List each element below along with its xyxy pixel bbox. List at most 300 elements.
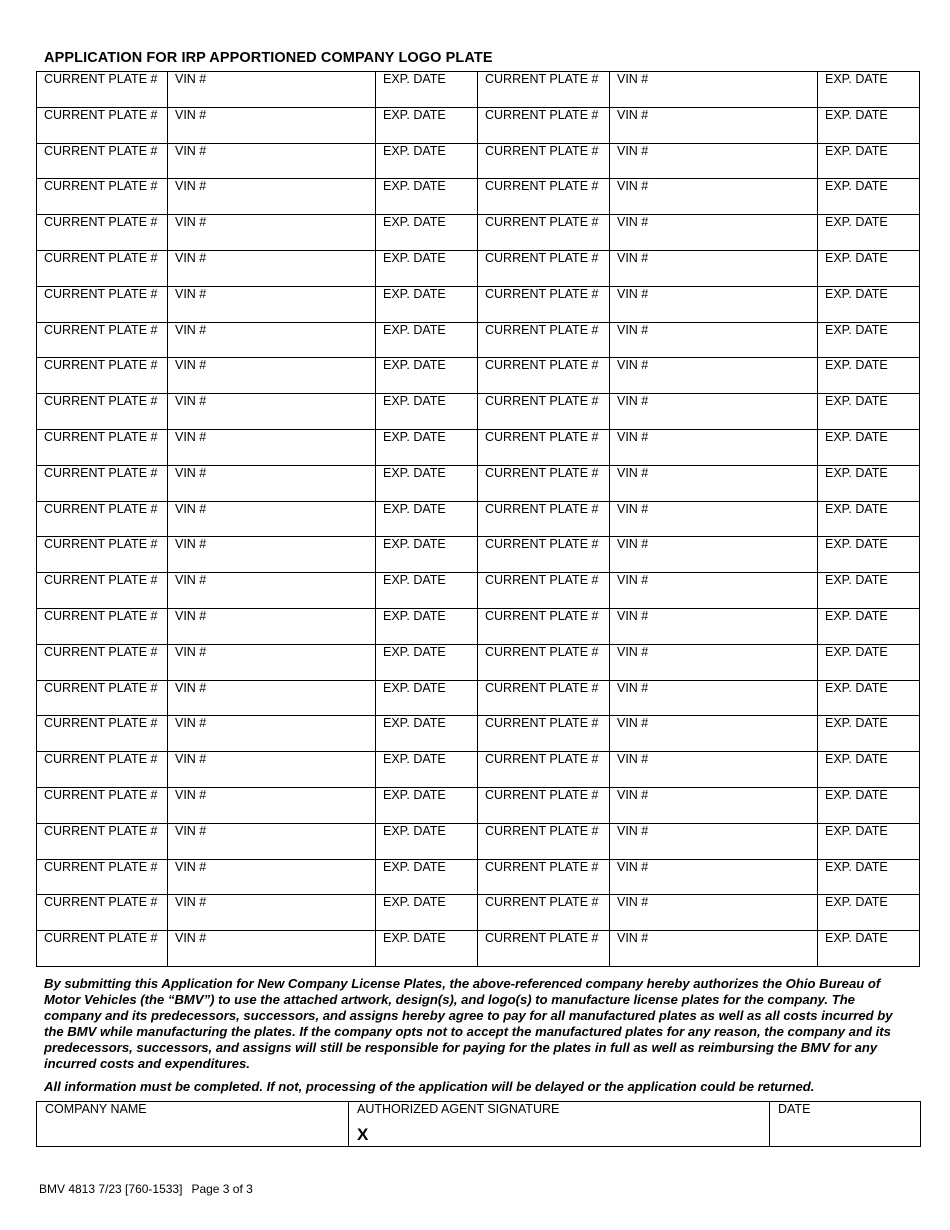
exp-date-field[interactable] bbox=[376, 895, 478, 931]
exp-date-label: EXP. DATE bbox=[825, 787, 888, 802]
vin-label: VIN # bbox=[175, 179, 207, 194]
current-plate-label: CURRENT PLATE # bbox=[44, 501, 158, 516]
current-plate-field[interactable] bbox=[37, 823, 168, 859]
exp-date-field[interactable] bbox=[376, 72, 478, 108]
vin-label: VIN # bbox=[175, 573, 207, 588]
exp-date-label: EXP. DATE bbox=[383, 358, 446, 373]
exp-date-label: EXP. DATE bbox=[383, 429, 446, 444]
current-plate-label: CURRENT PLATE # bbox=[485, 608, 599, 623]
current-plate-field[interactable] bbox=[478, 680, 610, 716]
exp-date-field[interactable] bbox=[376, 286, 478, 322]
exp-date-field[interactable] bbox=[376, 501, 478, 537]
exp-date-field[interactable] bbox=[818, 787, 920, 823]
current-plate-field[interactable] bbox=[37, 215, 168, 251]
table-row bbox=[37, 429, 920, 465]
exp-date-label: EXP. DATE bbox=[383, 286, 446, 301]
exp-date-field[interactable] bbox=[376, 931, 478, 967]
vin-label: VIN # bbox=[617, 429, 649, 444]
current-plate-field[interactable] bbox=[478, 895, 610, 931]
vin-label: VIN # bbox=[175, 644, 207, 659]
vin-field[interactable] bbox=[610, 644, 818, 680]
current-plate-label: CURRENT PLATE # bbox=[485, 680, 599, 695]
exp-date-field[interactable] bbox=[376, 465, 478, 501]
current-plate-label: CURRENT PLATE # bbox=[44, 143, 158, 158]
vin-field[interactable] bbox=[168, 286, 376, 322]
vin-label: VIN # bbox=[617, 608, 649, 623]
vehicle-table-body bbox=[37, 72, 920, 967]
exp-date-label: EXP. DATE bbox=[383, 931, 446, 946]
exp-date-field[interactable] bbox=[818, 537, 920, 573]
current-plate-field[interactable] bbox=[478, 358, 610, 394]
current-plate-label: CURRENT PLATE # bbox=[44, 859, 158, 874]
exp-date-field[interactable] bbox=[818, 465, 920, 501]
current-plate-label: CURRENT PLATE # bbox=[44, 608, 158, 623]
exp-date-field[interactable] bbox=[818, 72, 920, 108]
vin-field[interactable] bbox=[168, 394, 376, 430]
current-plate-label: CURRENT PLATE # bbox=[44, 823, 158, 838]
exp-date-label: EXP. DATE bbox=[825, 394, 888, 409]
vehicle-table bbox=[36, 71, 920, 967]
current-plate-label: CURRENT PLATE # bbox=[44, 573, 158, 588]
current-plate-label: CURRENT PLATE # bbox=[485, 537, 599, 552]
exp-date-field[interactable] bbox=[818, 429, 920, 465]
current-plate-label: CURRENT PLATE # bbox=[485, 859, 599, 874]
vin-field[interactable] bbox=[168, 72, 376, 108]
exp-date-label: EXP. DATE bbox=[383, 537, 446, 552]
exp-date-field[interactable] bbox=[818, 250, 920, 286]
form-title: APPLICATION FOR IRP APPORTIONED COMPANY LOGO PLATE bbox=[44, 50, 493, 66]
exp-date-field[interactable] bbox=[376, 322, 478, 358]
current-plate-label: CURRENT PLATE # bbox=[485, 215, 599, 230]
current-plate-field[interactable] bbox=[37, 394, 168, 430]
current-plate-field[interactable] bbox=[478, 465, 610, 501]
table-row bbox=[37, 215, 920, 251]
vin-field[interactable] bbox=[168, 537, 376, 573]
current-plate-label: CURRENT PLATE # bbox=[44, 429, 158, 444]
exp-date-field[interactable] bbox=[818, 752, 920, 788]
exp-date-field[interactable] bbox=[376, 250, 478, 286]
current-plate-label: CURRENT PLATE # bbox=[44, 716, 158, 731]
current-plate-field[interactable] bbox=[37, 501, 168, 537]
exp-date-label: EXP. DATE bbox=[825, 537, 888, 552]
current-plate-field[interactable] bbox=[478, 752, 610, 788]
vin-label: VIN # bbox=[175, 72, 207, 86]
exp-date-label: EXP. DATE bbox=[825, 859, 888, 874]
table-row bbox=[37, 787, 920, 823]
vin-field[interactable] bbox=[610, 537, 818, 573]
vin-field[interactable] bbox=[610, 716, 818, 752]
current-plate-field[interactable] bbox=[478, 608, 610, 644]
table-row bbox=[37, 72, 920, 108]
current-plate-field[interactable] bbox=[37, 107, 168, 143]
current-plate-field[interactable] bbox=[37, 537, 168, 573]
exp-date-label: EXP. DATE bbox=[825, 429, 888, 444]
current-plate-field[interactable] bbox=[478, 859, 610, 895]
vin-field[interactable] bbox=[168, 716, 376, 752]
current-plate-label: CURRENT PLATE # bbox=[44, 250, 158, 265]
exp-date-field[interactable] bbox=[818, 322, 920, 358]
table-row bbox=[37, 143, 920, 179]
current-plate-field[interactable] bbox=[478, 215, 610, 251]
vin-field[interactable] bbox=[168, 250, 376, 286]
table-row bbox=[37, 358, 920, 394]
vin-label: VIN # bbox=[617, 107, 649, 122]
exp-date-field[interactable] bbox=[818, 644, 920, 680]
current-plate-label: CURRENT PLATE # bbox=[485, 931, 599, 946]
exp-date-label: EXP. DATE bbox=[825, 680, 888, 695]
vin-field[interactable] bbox=[610, 429, 818, 465]
exp-date-label: EXP. DATE bbox=[383, 752, 446, 767]
current-plate-label: CURRENT PLATE # bbox=[485, 358, 599, 373]
current-plate-label: CURRENT PLATE # bbox=[44, 107, 158, 122]
exp-date-label: EXP. DATE bbox=[825, 358, 888, 373]
vin-field[interactable] bbox=[610, 215, 818, 251]
exp-date-label: EXP. DATE bbox=[825, 322, 888, 337]
vin-label: VIN # bbox=[175, 680, 207, 695]
current-plate-field[interactable] bbox=[478, 143, 610, 179]
current-plate-label: CURRENT PLATE # bbox=[485, 394, 599, 409]
vin-label: VIN # bbox=[617, 716, 649, 731]
vin-label: VIN # bbox=[617, 573, 649, 588]
current-plate-label: CURRENT PLATE # bbox=[44, 215, 158, 230]
current-plate-label: CURRENT PLATE # bbox=[44, 931, 158, 946]
current-plate-field[interactable] bbox=[478, 501, 610, 537]
current-plate-field[interactable] bbox=[37, 752, 168, 788]
current-plate-field[interactable] bbox=[37, 465, 168, 501]
vin-field[interactable] bbox=[610, 72, 818, 108]
vin-label: VIN # bbox=[175, 322, 207, 337]
vin-label: VIN # bbox=[175, 501, 207, 516]
exp-date-label: EXP. DATE bbox=[825, 644, 888, 659]
exp-date-field[interactable] bbox=[818, 859, 920, 895]
current-plate-field[interactable] bbox=[478, 250, 610, 286]
vin-label: VIN # bbox=[175, 537, 207, 552]
vin-label: VIN # bbox=[617, 286, 649, 301]
exp-date-label: EXP. DATE bbox=[383, 823, 446, 838]
exp-date-field[interactable] bbox=[818, 501, 920, 537]
vin-field[interactable] bbox=[610, 358, 818, 394]
current-plate-field[interactable] bbox=[37, 931, 168, 967]
current-plate-field[interactable] bbox=[37, 358, 168, 394]
table-row bbox=[37, 680, 920, 716]
vin-label: VIN # bbox=[175, 787, 207, 802]
exp-date-label: EXP. DATE bbox=[825, 179, 888, 194]
vin-label: VIN # bbox=[617, 358, 649, 373]
exp-date-label: EXP. DATE bbox=[383, 143, 446, 158]
current-plate-field[interactable] bbox=[478, 573, 610, 609]
vin-field[interactable] bbox=[610, 859, 818, 895]
vin-field[interactable] bbox=[610, 895, 818, 931]
vin-field[interactable] bbox=[168, 322, 376, 358]
table-row bbox=[37, 501, 920, 537]
current-plate-field[interactable] bbox=[37, 143, 168, 179]
exp-date-field[interactable] bbox=[376, 573, 478, 609]
current-plate-field[interactable] bbox=[478, 787, 610, 823]
exp-date-label: EXP. DATE bbox=[825, 752, 888, 767]
vin-label: VIN # bbox=[617, 680, 649, 695]
exp-date-field[interactable] bbox=[376, 429, 478, 465]
exp-date-field[interactable] bbox=[818, 895, 920, 931]
exp-date-label: EXP. DATE bbox=[383, 573, 446, 588]
current-plate-field[interactable] bbox=[37, 680, 168, 716]
exp-date-field[interactable] bbox=[818, 573, 920, 609]
vin-field[interactable] bbox=[610, 680, 818, 716]
vin-field[interactable] bbox=[168, 752, 376, 788]
exp-date-field[interactable] bbox=[376, 143, 478, 179]
vin-field[interactable] bbox=[168, 644, 376, 680]
current-plate-label: CURRENT PLATE # bbox=[485, 250, 599, 265]
vin-label: VIN # bbox=[617, 322, 649, 337]
table-row bbox=[37, 931, 920, 967]
exp-date-field[interactable] bbox=[818, 716, 920, 752]
vin-label: VIN # bbox=[617, 72, 649, 86]
completion-notice: All information must be completed. If not, processing of the application will be delayed or the application could be returned. bbox=[44, 1079, 815, 1094]
exp-date-label: EXP. DATE bbox=[825, 573, 888, 588]
current-plate-field[interactable] bbox=[478, 179, 610, 215]
exp-date-field[interactable] bbox=[376, 537, 478, 573]
exp-date-field[interactable] bbox=[818, 823, 920, 859]
current-plate-field[interactable] bbox=[478, 931, 610, 967]
vin-label: VIN # bbox=[175, 823, 207, 838]
current-plate-field[interactable] bbox=[37, 286, 168, 322]
current-plate-label: CURRENT PLATE # bbox=[485, 107, 599, 122]
exp-date-label: EXP. DATE bbox=[825, 107, 888, 122]
current-plate-field[interactable] bbox=[37, 608, 168, 644]
current-plate-label: CURRENT PLATE # bbox=[44, 787, 158, 802]
exp-date-label: EXP. DATE bbox=[383, 250, 446, 265]
current-plate-field[interactable] bbox=[37, 644, 168, 680]
exp-date-label: EXP. DATE bbox=[383, 107, 446, 122]
current-plate-field[interactable] bbox=[478, 286, 610, 322]
vin-field[interactable] bbox=[168, 429, 376, 465]
vin-label: VIN # bbox=[617, 250, 649, 265]
current-plate-field[interactable] bbox=[478, 107, 610, 143]
vin-field[interactable] bbox=[168, 608, 376, 644]
exp-date-label: EXP. DATE bbox=[383, 716, 446, 731]
vin-field[interactable] bbox=[610, 787, 818, 823]
current-plate-field[interactable] bbox=[478, 537, 610, 573]
table-row bbox=[37, 107, 920, 143]
table-row bbox=[37, 573, 920, 609]
vin-label: VIN # bbox=[175, 215, 207, 230]
vin-label: VIN # bbox=[617, 501, 649, 516]
table-row bbox=[37, 644, 920, 680]
exp-date-field[interactable] bbox=[376, 608, 478, 644]
vin-field[interactable] bbox=[610, 143, 818, 179]
exp-date-label: EXP. DATE bbox=[825, 250, 888, 265]
vin-label: VIN # bbox=[617, 931, 649, 946]
exp-date-field[interactable] bbox=[376, 644, 478, 680]
current-plate-field[interactable] bbox=[478, 394, 610, 430]
current-plate-label: CURRENT PLATE # bbox=[44, 465, 158, 480]
vin-field[interactable] bbox=[168, 179, 376, 215]
current-plate-label: CURRENT PLATE # bbox=[485, 501, 599, 516]
table-row bbox=[37, 250, 920, 286]
exp-date-label: EXP. DATE bbox=[383, 895, 446, 910]
current-plate-field[interactable] bbox=[37, 179, 168, 215]
vin-field[interactable] bbox=[168, 895, 376, 931]
vin-field[interactable] bbox=[168, 215, 376, 251]
exp-date-field[interactable] bbox=[818, 143, 920, 179]
exp-date-label: EXP. DATE bbox=[383, 644, 446, 659]
exp-date-field[interactable] bbox=[818, 179, 920, 215]
table-row bbox=[37, 394, 920, 430]
vin-label: VIN # bbox=[175, 716, 207, 731]
exp-date-field[interactable] bbox=[376, 179, 478, 215]
vin-label: VIN # bbox=[617, 465, 649, 480]
current-plate-label: CURRENT PLATE # bbox=[485, 823, 599, 838]
exp-date-field[interactable] bbox=[376, 358, 478, 394]
vin-label: VIN # bbox=[175, 429, 207, 444]
agent-signature-field[interactable] bbox=[349, 1102, 770, 1147]
exp-date-field[interactable] bbox=[818, 680, 920, 716]
exp-date-label: EXP. DATE bbox=[825, 72, 888, 86]
current-plate-field[interactable] bbox=[478, 429, 610, 465]
form-code: BMV 4813 7/23 [760-1533] bbox=[39, 1182, 183, 1196]
table-row bbox=[37, 537, 920, 573]
exp-date-label: EXP. DATE bbox=[825, 501, 888, 516]
exp-date-field[interactable] bbox=[376, 394, 478, 430]
vin-field[interactable] bbox=[168, 465, 376, 501]
vin-label: VIN # bbox=[175, 358, 207, 373]
vin-label: VIN # bbox=[175, 143, 207, 158]
vin-label: VIN # bbox=[175, 608, 207, 623]
vin-field[interactable] bbox=[610, 608, 818, 644]
table-row bbox=[37, 859, 920, 895]
vin-label: VIN # bbox=[617, 752, 649, 767]
current-plate-label: CURRENT PLATE # bbox=[485, 716, 599, 731]
vin-field[interactable] bbox=[610, 322, 818, 358]
exp-date-field[interactable] bbox=[818, 215, 920, 251]
vin-field[interactable] bbox=[168, 787, 376, 823]
exp-date-field[interactable] bbox=[376, 215, 478, 251]
company-name-field[interactable] bbox=[37, 1102, 349, 1147]
vin-field[interactable] bbox=[168, 931, 376, 967]
page-number: Page 3 of 3 bbox=[191, 1182, 253, 1196]
vin-field[interactable] bbox=[610, 394, 818, 430]
exp-date-label: EXP. DATE bbox=[383, 72, 446, 86]
vin-label: VIN # bbox=[175, 394, 207, 409]
exp-date-field[interactable] bbox=[818, 107, 920, 143]
current-plate-field[interactable] bbox=[37, 250, 168, 286]
table-row bbox=[37, 823, 920, 859]
exp-date-field[interactable] bbox=[818, 931, 920, 967]
current-plate-label: CURRENT PLATE # bbox=[485, 573, 599, 588]
current-plate-field[interactable] bbox=[37, 787, 168, 823]
vin-field[interactable] bbox=[610, 250, 818, 286]
vin-field[interactable] bbox=[168, 859, 376, 895]
company-name-label: COMPANY NAME bbox=[45, 1102, 147, 1116]
exp-date-field[interactable] bbox=[818, 394, 920, 430]
table-row bbox=[37, 716, 920, 752]
current-plate-field[interactable] bbox=[478, 644, 610, 680]
current-plate-label: CURRENT PLATE # bbox=[485, 322, 599, 337]
vin-label: VIN # bbox=[175, 895, 207, 910]
exp-date-field[interactable] bbox=[818, 286, 920, 322]
exp-date-field[interactable] bbox=[376, 680, 478, 716]
vin-field[interactable] bbox=[610, 107, 818, 143]
signature-x-mark: X bbox=[357, 1125, 369, 1144]
vin-field[interactable] bbox=[610, 179, 818, 215]
date-field[interactable] bbox=[770, 1102, 921, 1147]
current-plate-field[interactable] bbox=[478, 322, 610, 358]
exp-date-label: EXP. DATE bbox=[825, 716, 888, 731]
exp-date-label: EXP. DATE bbox=[383, 501, 446, 516]
current-plate-label: CURRENT PLATE # bbox=[44, 895, 158, 910]
exp-date-label: EXP. DATE bbox=[825, 823, 888, 838]
vin-field[interactable] bbox=[610, 573, 818, 609]
vin-field[interactable] bbox=[168, 143, 376, 179]
exp-date-label: EXP. DATE bbox=[383, 394, 446, 409]
current-plate-label: CURRENT PLATE # bbox=[44, 322, 158, 337]
current-plate-field[interactable] bbox=[37, 573, 168, 609]
exp-date-field[interactable] bbox=[376, 823, 478, 859]
vin-field[interactable] bbox=[610, 931, 818, 967]
exp-date-field[interactable] bbox=[376, 716, 478, 752]
vin-field[interactable] bbox=[610, 501, 818, 537]
exp-date-label: EXP. DATE bbox=[383, 680, 446, 695]
exp-date-field[interactable] bbox=[376, 107, 478, 143]
authorization-statement: By submitting this Application for New Company License Plates, the above-referenced company hereby authorizes the Ohio Bureau of Motor Vehicles (the “BMV”) to use the attached artwork, design(s), and logo(s) to manufacture license plates for the company. The company and its predecessors, successors, and assigns hereby agree to pay for all manufactured plates as well as all costs incurred by the BMV while manufacturing the plates. If the company opts not to accept the manufactured plates for any reason, the company and its predecessors, successors, and assigns will still be responsible for paying for the plates in full as well as reimbursing the BMV for any incurred costs and expenditures. bbox=[44, 976, 893, 1071]
current-plate-label: CURRENT PLATE # bbox=[485, 465, 599, 480]
vin-field[interactable] bbox=[610, 752, 818, 788]
vin-label: VIN # bbox=[175, 107, 207, 122]
vin-label: VIN # bbox=[617, 143, 649, 158]
exp-date-label: EXP. DATE bbox=[383, 608, 446, 623]
vin-field[interactable] bbox=[610, 823, 818, 859]
vin-label: VIN # bbox=[617, 859, 649, 874]
current-plate-field[interactable] bbox=[37, 716, 168, 752]
current-plate-field[interactable] bbox=[478, 823, 610, 859]
table-row bbox=[37, 465, 920, 501]
vin-label: VIN # bbox=[617, 179, 649, 194]
current-plate-label: CURRENT PLATE # bbox=[44, 286, 158, 301]
current-plate-field[interactable] bbox=[37, 895, 168, 931]
current-plate-field[interactable] bbox=[37, 72, 168, 108]
agent-signature-label: AUTHORIZED AGENT SIGNATURE bbox=[357, 1102, 560, 1116]
vin-field[interactable] bbox=[168, 501, 376, 537]
current-plate-label: CURRENT PLATE # bbox=[44, 537, 158, 552]
exp-date-label: EXP. DATE bbox=[825, 465, 888, 480]
current-plate-field[interactable] bbox=[37, 322, 168, 358]
vin-field[interactable] bbox=[610, 465, 818, 501]
current-plate-label: CURRENT PLATE # bbox=[485, 752, 599, 767]
vin-field[interactable] bbox=[610, 286, 818, 322]
vin-field[interactable] bbox=[168, 358, 376, 394]
vin-label: VIN # bbox=[175, 250, 207, 265]
vin-label: VIN # bbox=[617, 537, 649, 552]
current-plate-field[interactable] bbox=[478, 72, 610, 108]
vin-field[interactable] bbox=[168, 823, 376, 859]
current-plate-label: CURRENT PLATE # bbox=[485, 143, 599, 158]
vin-label: VIN # bbox=[617, 394, 649, 409]
vin-field[interactable] bbox=[168, 107, 376, 143]
exp-date-field[interactable] bbox=[376, 859, 478, 895]
current-plate-field[interactable] bbox=[478, 716, 610, 752]
current-plate-field[interactable] bbox=[37, 859, 168, 895]
current-plate-field[interactable] bbox=[37, 429, 168, 465]
current-plate-label: CURRENT PLATE # bbox=[485, 72, 599, 86]
vin-field[interactable] bbox=[168, 680, 376, 716]
exp-date-label: EXP. DATE bbox=[825, 215, 888, 230]
exp-date-field[interactable] bbox=[818, 608, 920, 644]
exp-date-field[interactable] bbox=[376, 752, 478, 788]
vin-label: VIN # bbox=[175, 752, 207, 767]
exp-date-field[interactable] bbox=[818, 358, 920, 394]
vin-field[interactable] bbox=[168, 573, 376, 609]
vin-label: VIN # bbox=[617, 215, 649, 230]
exp-date-field[interactable] bbox=[376, 787, 478, 823]
